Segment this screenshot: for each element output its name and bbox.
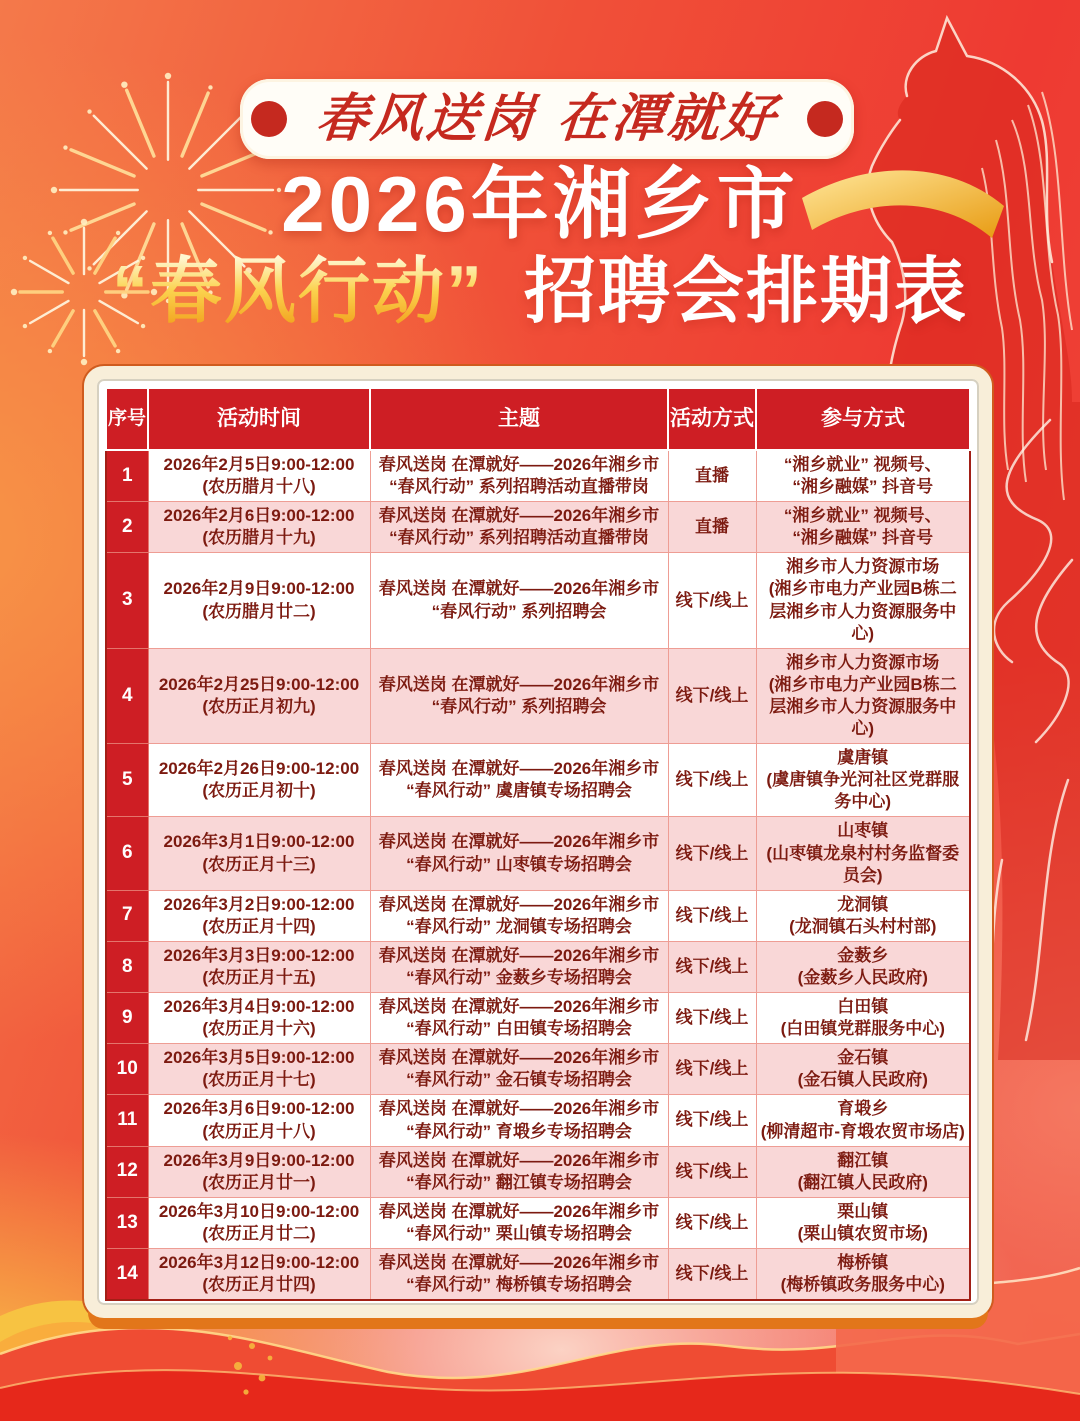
header-method: 活动方式 — [668, 388, 756, 450]
row-index: 11 — [106, 1095, 148, 1146]
table-row — [106, 993, 970, 1044]
header-join: 参与方式 — [756, 388, 970, 450]
row-theme: 春风送岗 在潭就好——2026年湘乡市 “春风行动” 梅桥镇专场招聘会 — [370, 1249, 668, 1301]
row-time: 2026年3月2日9:00-12:00 (农历正月十四) — [148, 890, 370, 941]
row-index: 8 — [106, 941, 148, 992]
table-row — [106, 817, 970, 890]
row-time: 2026年3月1日9:00-12:00 (农历正月十三) — [148, 817, 370, 890]
row-theme: 春风送岗 在潭就好——2026年湘乡市 “春风行动” 山枣镇专场招聘会 — [370, 817, 668, 890]
poster-title: 2026年湘乡市 — [281, 160, 799, 248]
row-method: 线下/线上 — [668, 648, 756, 743]
row-time: 2026年3月6日9:00-12:00 (农历正月十八) — [148, 1095, 370, 1146]
header-theme: 主题 — [370, 388, 668, 450]
row-participation: 栗山镇 (栗山镇农贸市场) — [756, 1197, 970, 1248]
row-participation: 湘乡市人力资源市场 (湘乡市电力产业园B栋二层湘乡市人力资源服务中心) — [756, 648, 970, 743]
table-row — [106, 1095, 970, 1146]
row-method: 线下/线上 — [668, 993, 756, 1044]
row-participation: 金石镇 (金石镇人民政府) — [756, 1044, 970, 1095]
row-index: 3 — [106, 553, 148, 648]
row-method: 线下/线上 — [668, 1044, 756, 1095]
row-time: 2026年3月9日9:00-12:00 (农历正月廿一) — [148, 1146, 370, 1197]
table-row — [106, 648, 970, 743]
row-theme: 春风送岗 在潭就好——2026年湘乡市 “春风行动” 栗山镇专场招聘会 — [370, 1197, 668, 1248]
row-theme: 春风送岗 在潭就好——2026年湘乡市 “春风行动” 翻江镇专场招聘会 — [370, 1146, 668, 1197]
table-row — [106, 744, 970, 817]
row-theme: 春风送岗 在潭就好——2026年湘乡市 “春风行动” 育塅乡专场招聘会 — [370, 1095, 668, 1146]
row-method: 线下/线上 — [668, 1146, 756, 1197]
table-row — [106, 1146, 970, 1197]
row-index: 12 — [106, 1146, 148, 1197]
subtitle-highlight: “春风行动” — [111, 252, 484, 332]
row-time: 2026年2月25日9:00-12:00 (农历正月初九) — [148, 648, 370, 743]
poster-subtitle — [0, 251, 1080, 334]
row-method: 线下/线上 — [668, 1197, 756, 1248]
row-participation: 育塅乡 (柳清超市-育塅农贸市场店) — [756, 1095, 970, 1146]
header-time: 活动时间 — [148, 388, 370, 450]
row-participation: 翻江镇 (翻江镇人民政府) — [756, 1146, 970, 1197]
row-time: 2026年3月10日9:00-12:00 (农历正月廿二) — [148, 1197, 370, 1248]
row-theme: 春风送岗 在潭就好——2026年湘乡市 “春风行动” 虞唐镇专场招聘会 — [370, 744, 668, 817]
table-row — [106, 1044, 970, 1095]
row-time: 2026年2月9日9:00-12:00 (农历腊月廿二) — [148, 553, 370, 648]
row-time: 2026年2月5日9:00-12:00 (农历腊月十八) — [148, 450, 370, 502]
table-row — [106, 1197, 970, 1248]
row-theme: 春风送岗 在潭就好——2026年湘乡市 “春风行动” 龙洞镇专场招聘会 — [370, 890, 668, 941]
row-time: 2026年3月3日9:00-12:00 (农历正月十五) — [148, 941, 370, 992]
row-theme: 春风送岗 在潭就好——2026年湘乡市 “春风行动” 系列招聘活动直播带岗 — [370, 502, 668, 553]
table-frame — [84, 366, 992, 1318]
row-time: 2026年3月4日9:00-12:00 (农历正月十六) — [148, 993, 370, 1044]
table-row — [106, 450, 970, 502]
row-method: 线下/线上 — [668, 1249, 756, 1301]
row-participation: 白田镇 (白田镇党群服务中心) — [756, 993, 970, 1044]
row-theme: 春风送岗 在潭就好——2026年湘乡市 “春风行动” 系列招聘会 — [370, 553, 668, 648]
row-theme: 春风送岗 在潭就好——2026年湘乡市 “春风行动” 系列招聘活动直播带岗 — [370, 450, 668, 502]
banner — [240, 79, 854, 159]
row-index: 2 — [106, 502, 148, 553]
schedule-table — [105, 387, 971, 1301]
row-method: 直播 — [668, 502, 756, 553]
row-theme: 春风送岗 在潭就好——2026年湘乡市 “春风行动” 系列招聘会 — [370, 648, 668, 743]
row-participation: “湘乡就业” 视频号、 “湘乡融媒” 抖音号 — [756, 450, 970, 502]
header-index: 序号 — [106, 388, 148, 450]
row-method: 线下/线上 — [668, 1095, 756, 1146]
subtitle-rest: 招聘会排期表 — [524, 252, 969, 332]
row-participation: 金薮乡 (金薮乡人民政府) — [756, 941, 970, 992]
row-method: 线下/线上 — [668, 744, 756, 817]
row-method: 线下/线上 — [668, 890, 756, 941]
row-method: 线下/线上 — [668, 553, 756, 648]
row-time: 2026年2月26日9:00-12:00 (农历正月初十) — [148, 744, 370, 817]
row-index: 10 — [106, 1044, 148, 1095]
row-participation: 虞唐镇 (虞唐镇争光河社区党群服务中心) — [756, 744, 970, 817]
table-row — [106, 553, 970, 648]
table-header-row — [106, 388, 970, 450]
row-method: 线下/线上 — [668, 817, 756, 890]
table-row — [106, 502, 970, 553]
row-time: 2026年3月5日9:00-12:00 (农历正月十七) — [148, 1044, 370, 1095]
row-index: 7 — [106, 890, 148, 941]
row-theme: 春风送岗 在潭就好——2026年湘乡市 “春风行动” 金薮乡专场招聘会 — [370, 941, 668, 992]
row-index: 9 — [106, 993, 148, 1044]
row-index: 1 — [106, 450, 148, 502]
row-index: 13 — [106, 1197, 148, 1248]
row-participation: 梅桥镇 (梅桥镇政务服务中心) — [756, 1249, 970, 1301]
row-theme: 春风送岗 在潭就好——2026年湘乡市 “春风行动” 白田镇专场招聘会 — [370, 993, 668, 1044]
row-time: 2026年2月6日9:00-12:00 (农历腊月十九) — [148, 502, 370, 553]
table-row — [106, 890, 970, 941]
row-participation: “湘乡就业” 视频号、 “湘乡融媒” 抖音号 — [756, 502, 970, 553]
banner-text: 春风送岗 在潭就好 — [313, 88, 781, 149]
row-theme: 春风送岗 在潭就好——2026年湘乡市 “春风行动” 金石镇专场招聘会 — [370, 1044, 668, 1095]
table-row — [106, 1249, 970, 1301]
row-index: 14 — [106, 1249, 148, 1301]
row-participation: 山枣镇 (山枣镇龙泉村村务监督委员会) — [756, 817, 970, 890]
table-row — [106, 941, 970, 992]
row-time: 2026年3月12日9:00-12:00 (农历正月廿四) — [148, 1249, 370, 1301]
row-participation: 湘乡市人力资源市场 (湘乡市电力产业园B栋二层湘乡市人力资源服务中心) — [756, 553, 970, 648]
row-index: 4 — [106, 648, 148, 743]
row-participation: 龙洞镇 (龙洞镇石头村村部) — [756, 890, 970, 941]
row-method: 直播 — [668, 450, 756, 502]
row-index: 5 — [106, 744, 148, 817]
row-method: 线下/线上 — [668, 941, 756, 992]
row-index: 6 — [106, 817, 148, 890]
